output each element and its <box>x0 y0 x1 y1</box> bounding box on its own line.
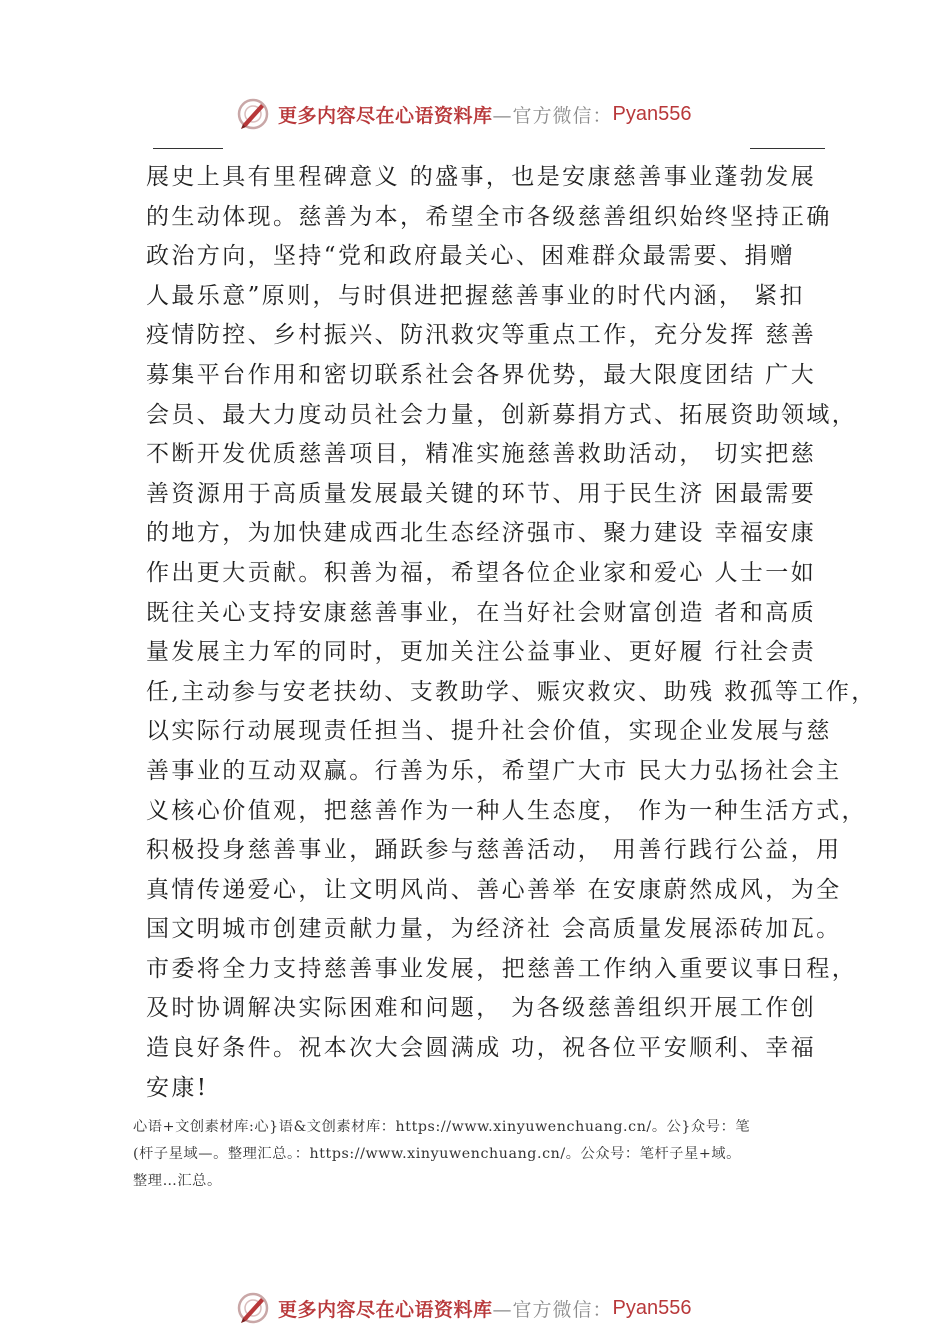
body-line: 任,主动参与安老扶幼、支教助学、赈灾救灾、助残 救孤等工作， <box>146 678 877 705</box>
body-line: 作出更大贡献。积善为福，希望各位企业家和爱心 人士一如 <box>146 559 817 586</box>
footnote-line: 整理…汇总。 <box>133 1173 222 1189</box>
pen-logo-icon <box>236 97 270 131</box>
body-line: 不断开发优质慈善项目，精准实施慈善救助活动， 切实把慈 <box>146 441 817 468</box>
body-line: 量发展主力军的同时，更加关注公益事业、更好履 行社会责 <box>146 639 817 666</box>
body-line: 展史上具有里程碑意义 的盛事，也是安康慈善事业蓬勃发展 <box>146 164 817 190</box>
banner-wechat-label: —官方微信： <box>492 104 613 127</box>
body-line: 及时协调解决实际困难和问题， 为各级慈善组织开展工作创 <box>146 995 817 1022</box>
banner-promo-text: 更多内容尽在心语资料库 <box>278 1298 493 1321</box>
body-line: 政治方向，坚持“党和政府最关心、困难群众最需要、捐赠 <box>146 243 796 270</box>
body-line: 国文明城市创建贡献力量，为经济社 会高质量发展添砖加瓦。 <box>146 916 842 943</box>
body-line: 既往关心支持安康慈善事业，在当好社会财富创造 者和高质 <box>146 599 817 626</box>
body-line: 善事业的互动双赢。行善为乐，希望广大市 民大力弘扬社会主 <box>146 757 842 784</box>
source-footnote <box>133 1114 833 1195</box>
banner-promo-text: 更多内容尽在心语资料库 <box>278 104 493 127</box>
body-line: 造良好条件。祝本次大会圆满成 功，祝各位平安顺利、幸福 <box>146 1035 817 1062</box>
body-line: 安康! <box>146 1074 209 1101</box>
body-line: 善资源用于高质量发展最关键的环节、用于民生济 困最需要 <box>146 480 817 507</box>
footnote-line: (杆子星域—。整理汇总。：https://www.xinyuwenchuang.cn/。公众号：笔杆子星+域。 <box>133 1146 741 1162</box>
body-line: 的地方，为加快建成西北生态经济强市、聚力建设 幸福安康 <box>146 520 817 547</box>
body-line: 人最乐意”原则，与时俱进把握慈善事业的时代内涵， 紧扣 <box>146 282 805 309</box>
body-line: 积极投身慈善事业，踊跃参与慈善活动， 用善行践行公益，用 <box>146 837 842 864</box>
top-banner <box>236 94 692 134</box>
body-line: 以实际行动展现责任担当、提升社会价值，实现企业发展与慈 <box>146 718 832 745</box>
body-line: 真情传递爱心，让文明风尚、善心善举 在安康蔚然成风，为全 <box>146 876 842 903</box>
header-rule-right <box>750 148 825 149</box>
body-line: 的生动体现。慈善为本，希望全市各级慈善组织始终坚持正确 <box>146 203 832 230</box>
body-line: 义核心价值观，把慈善作为一种人生态度， 作为一种生活方式， <box>146 797 867 824</box>
pen-logo-icon <box>236 1291 270 1325</box>
header-rule-left <box>153 148 223 149</box>
banner-wechat-id: Pyan556 <box>612 1296 692 1319</box>
document-body <box>146 158 877 1108</box>
footnote-line: 心语+文创素材库:心}语&文创素材库：https://www.xinyuwenchuang.cn/。公}众号：笔 <box>133 1119 751 1135</box>
body-line: 募集平台作用和密切联系社会各界优势，最大限度团结 广大 <box>146 361 817 388</box>
body-line: 市委将全力支持慈善事业发展，把慈善工作纳入重要议事日程， <box>146 955 858 982</box>
banner-wechat-id: Pyan556 <box>612 102 692 125</box>
body-line: 疫情防控、乡村振兴、防汛救灾等重点工作，充分发挥 慈善 <box>146 322 817 349</box>
bottom-banner <box>236 1288 692 1328</box>
banner-wechat-label: —官方微信： <box>492 1298 613 1321</box>
body-line: 会员、最大力度动员社会力量，创新募捐方式、拓展资助领域， <box>146 401 858 428</box>
